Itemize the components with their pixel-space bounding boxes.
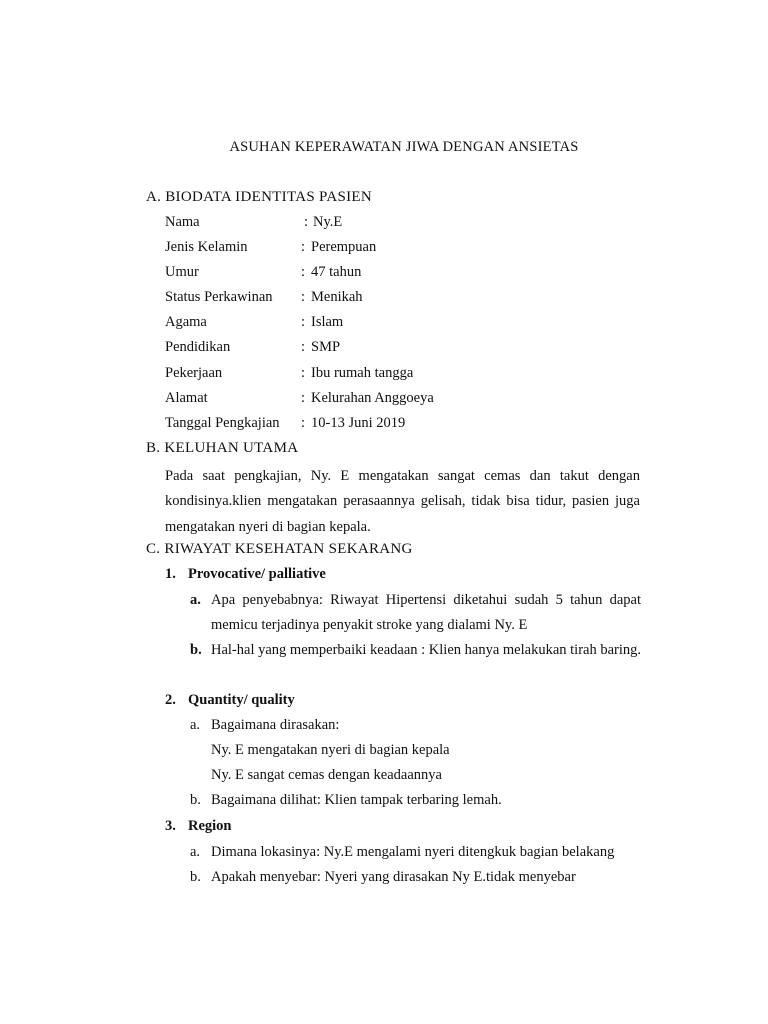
bio-value-alamat: Kelurahan Anggoeya xyxy=(311,390,434,406)
section-b-heading: B. KELUHAN UTAMA xyxy=(146,440,299,456)
bio-colon: : xyxy=(301,314,306,330)
bio-label-pekerjaan: Pekerjaan xyxy=(165,365,223,381)
bio-colon: : xyxy=(301,289,306,305)
bio-label-jenis-kelamin: Jenis Kelamin xyxy=(165,239,248,255)
bio-value-pendidikan: SMP xyxy=(311,339,341,355)
list-letter: a. xyxy=(190,844,201,860)
bio-colon: : xyxy=(304,214,309,230)
bio-colon: : xyxy=(301,415,306,431)
list-letter: b. xyxy=(190,792,201,808)
item-penyebab: Apa penyebabnya: Riwayat Hipertensi diketahui sudah 5 tahun dapat memicu terjadinya penyakit stroke yang dialami Ny. E xyxy=(211,592,641,633)
bio-colon: : xyxy=(301,390,306,406)
subsection-title-quantity: Quantity/ quality xyxy=(188,692,295,708)
subsection-title-provocative: Provocative/ palliative xyxy=(188,566,326,582)
list-number: 1. xyxy=(165,566,176,582)
list-number: 2. xyxy=(165,692,176,708)
bio-colon: : xyxy=(301,264,306,280)
document-title: ASUHAN KEPERAWATAN JIWA DENGAN ANSIETAS xyxy=(229,139,579,155)
list-letter: a. xyxy=(190,717,201,733)
subsection-title-region: Region xyxy=(188,818,232,834)
list-letter: b. xyxy=(190,869,201,885)
bio-label-alamat: Alamat xyxy=(165,390,208,406)
bio-label-agama: Agama xyxy=(165,314,207,330)
bio-value-jenis-kelamin: Perempuan xyxy=(311,239,377,255)
list-letter: b. xyxy=(190,642,202,658)
bio-label-nama: Nama xyxy=(165,214,200,230)
bio-value-nama: Ny.E xyxy=(313,214,343,230)
bio-colon: : xyxy=(301,239,306,255)
item-lokasi: Dimana lokasinya: Ny.E mengalami nyeri ditengkuk bagian belakang xyxy=(211,844,615,860)
bio-label-pendidikan: Pendidikan xyxy=(165,339,231,355)
item-dirasakan: Bagaimana dirasakan: xyxy=(211,717,340,733)
bio-value-umur: 47 tahun xyxy=(311,264,362,280)
bio-value-tanggal-pengkajian: 10-13 Juni 2019 xyxy=(311,415,406,431)
item-dirasakan-sub-2: Ny. E sangat cemas dengan keadaannya xyxy=(211,767,442,783)
item-memperbaiki: Hal-hal yang memperbaiki keadaan : Klien hanya melakukan tirah baring. xyxy=(211,642,642,658)
list-letter: a. xyxy=(190,592,201,608)
bio-colon: : xyxy=(301,339,306,355)
bio-label-status-perkawinan: Status Perkawinan xyxy=(165,289,273,305)
bio-value-pekerjaan: Ibu rumah tangga xyxy=(311,365,414,381)
item-menyebar: Apakah menyebar: Nyeri yang dirasakan Ny E.tidak menyebar xyxy=(211,869,576,885)
keluhan-paragraph: Pada saat pengkajian, Ny. E mengatakan sangat cemas dan takut dengan kondisinya.klien mengatakan perasaannya gelisah, tidak bisa tidur, pasien juga mengatakan nyeri di bagian kepala. xyxy=(165,468,640,535)
section-c-heading: C. RIWAYAT KESEHATAN SEKARANG xyxy=(146,541,413,557)
bio-value-agama: Islam xyxy=(311,314,344,330)
bio-label-umur: Umur xyxy=(165,264,199,280)
item-dilihat: Bagaimana dilihat: Klien tampak terbaring lemah. xyxy=(211,792,502,808)
item-dirasakan-sub-1: Ny. E mengatakan nyeri di bagian kepala xyxy=(211,742,450,758)
bio-value-status-perkawinan: Menikah xyxy=(311,289,363,305)
section-a-heading: A. BIODATA IDENTITAS PASIEN xyxy=(146,189,372,205)
list-number: 3. xyxy=(165,818,176,834)
bio-label-tanggal-pengkajian: Tanggal Pengkajian xyxy=(165,415,280,431)
bio-colon: : xyxy=(301,365,306,381)
